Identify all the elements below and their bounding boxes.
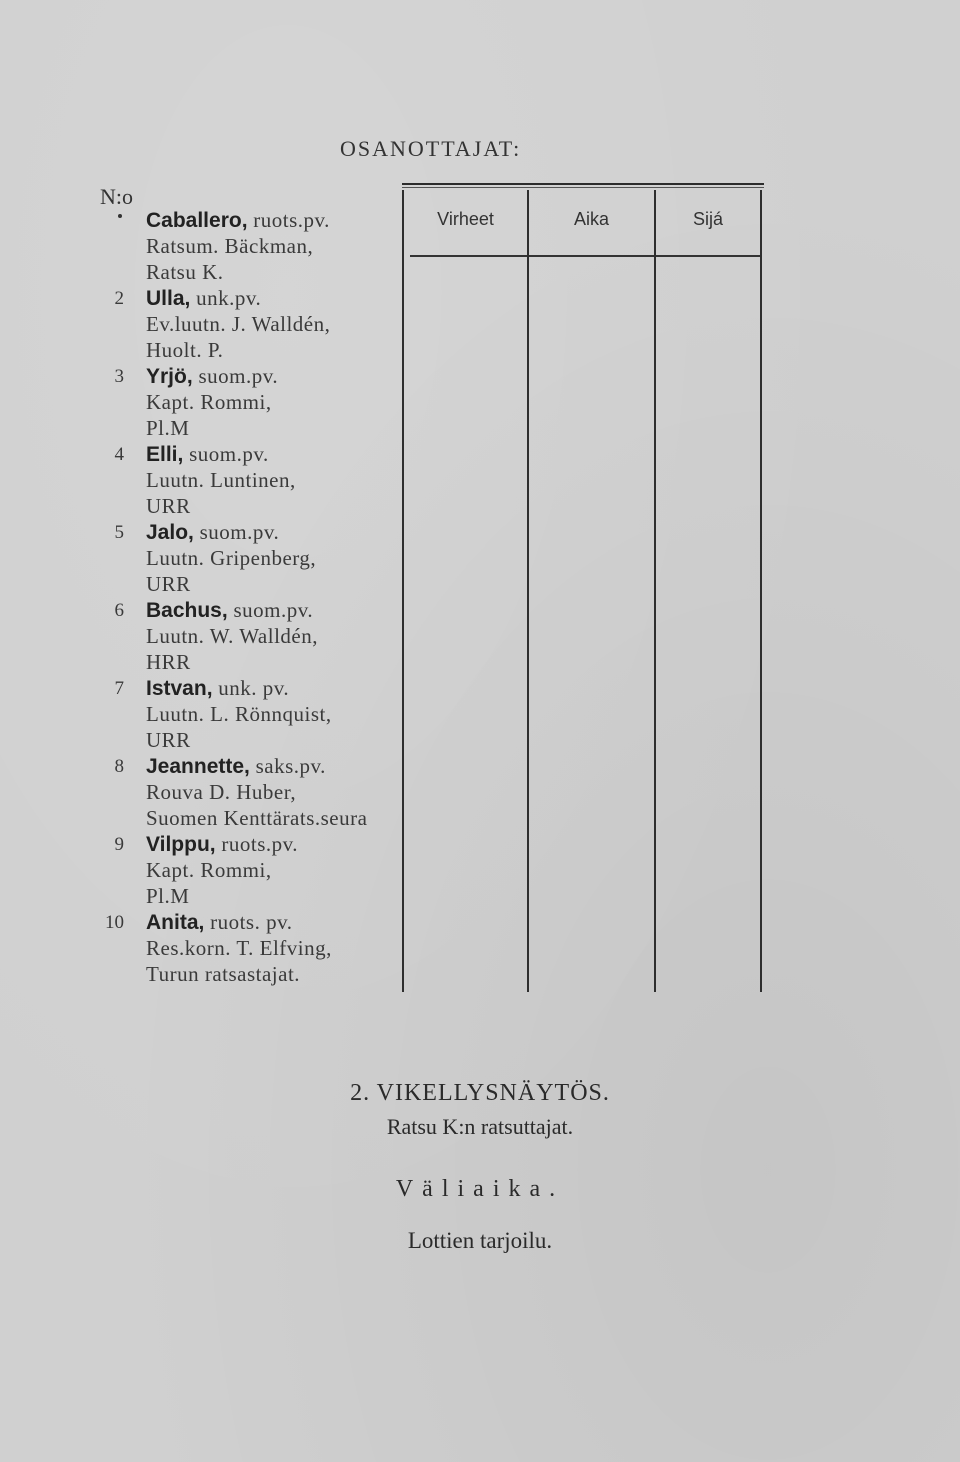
horse-breed: suom.pv.: [183, 442, 269, 466]
horse-line: [146, 364, 416, 390]
rider-line: Ev.luutn. J. Walldén,: [146, 312, 331, 336]
horse-name: Vilppu,: [146, 833, 216, 856]
horse-name: Ulla,: [146, 287, 191, 310]
rider-line: Luutn. Luntinen,: [146, 468, 296, 492]
number-column-header: N:o: [100, 184, 133, 209]
refreshments-label: Lottien tarjoilu.: [407, 1228, 553, 1253]
horse-breed: ruots.pv.: [247, 208, 330, 232]
entry-number: 9: [114, 834, 124, 855]
rider-line: Kapt. Rommi,: [146, 858, 272, 882]
horse-breed: suom.pv.: [227, 598, 314, 622]
horse-name: Elli,: [146, 443, 184, 466]
horse-name: Yrjö,: [146, 365, 193, 388]
table-top-rule: [402, 183, 764, 185]
horse-breed: ruots.pv.: [215, 832, 299, 856]
table-top-rule-thin: [402, 187, 764, 188]
entry-number: 4: [114, 444, 124, 465]
club-line: Pl.M: [146, 884, 190, 908]
horse-name: Bachus,: [146, 599, 228, 622]
horse-name: Istvan,: [146, 677, 213, 700]
page-title: OSANOTTAJAT:: [340, 136, 522, 161]
horse-name: Jeannette,: [146, 755, 250, 778]
club-line: URR: [146, 728, 191, 752]
section-title: 2. VIKELLYSNÄYTÖS.: [350, 1080, 610, 1106]
column-header-virheet: Virheet: [437, 209, 494, 229]
horse-line: [146, 286, 416, 312]
horse-line: [146, 520, 416, 546]
entry-number: 5: [114, 522, 124, 543]
horse-breed: saks.pv.: [249, 754, 326, 778]
club-line: Huolt. P.: [146, 338, 224, 362]
table-right-border: [760, 190, 762, 992]
horse-breed: ruots. pv.: [204, 910, 293, 934]
rider-line: Luutn. L. Rönnquist,: [146, 702, 332, 726]
horse-name: Caballero,: [146, 209, 248, 232]
horse-name: Anita,: [146, 911, 205, 934]
horse-breed: unk.pv.: [190, 286, 262, 310]
entry-number: 6: [114, 600, 124, 621]
horse-line: [146, 676, 416, 702]
intermission-label: Väliaika.: [395, 1176, 565, 1202]
rider-line: Ratsum. Bäckman,: [146, 234, 314, 258]
club-line: HRR: [146, 650, 191, 674]
horse-breed: unk. pv.: [212, 676, 290, 700]
club-line: Suomen Kenttärats.seura: [146, 806, 368, 830]
rider-line: Res.korn. T. Elfving,: [146, 936, 332, 960]
horse-line: [146, 910, 416, 936]
horse-line: [146, 208, 416, 234]
horse-line: [146, 832, 416, 858]
club-line: URR: [146, 572, 191, 596]
horse-name: Jalo,: [146, 521, 194, 544]
bullet-mark: [118, 214, 122, 218]
club-line: URR: [146, 494, 191, 518]
table-left-border: [402, 190, 404, 992]
table-divider-1: [527, 190, 529, 992]
rider-line: Luutn. Gripenberg,: [146, 546, 317, 570]
rider-line: Rouva D. Huber,: [146, 780, 297, 804]
horse-line: [146, 754, 416, 780]
entry-number: 10: [105, 912, 124, 933]
table-divider-2: [654, 190, 656, 992]
entry-number: 7: [114, 678, 124, 699]
club-line: Turun ratsastajat.: [146, 962, 301, 986]
rider-line: Kapt. Rommi,: [146, 390, 272, 414]
table-header-rule: [410, 255, 760, 257]
entry-number: 8: [114, 756, 124, 777]
entry-number: 3: [114, 366, 124, 387]
horse-line: [146, 442, 416, 468]
section-performers: Ratsu K:n ratsuttajat.: [386, 1114, 574, 1139]
column-header-aika: Aika: [573, 209, 609, 229]
horse-breed: suom.pv.: [192, 364, 279, 388]
horse-breed: suom.pv.: [193, 520, 280, 544]
horse-line: [146, 598, 416, 624]
column-header-sija: Sijá: [692, 209, 723, 229]
club-line: Ratsu K.: [146, 260, 224, 284]
rider-line: Luutn. W. Walldén,: [146, 624, 318, 648]
entry-number: 2: [114, 288, 124, 309]
club-line: Pl.M: [146, 416, 190, 440]
